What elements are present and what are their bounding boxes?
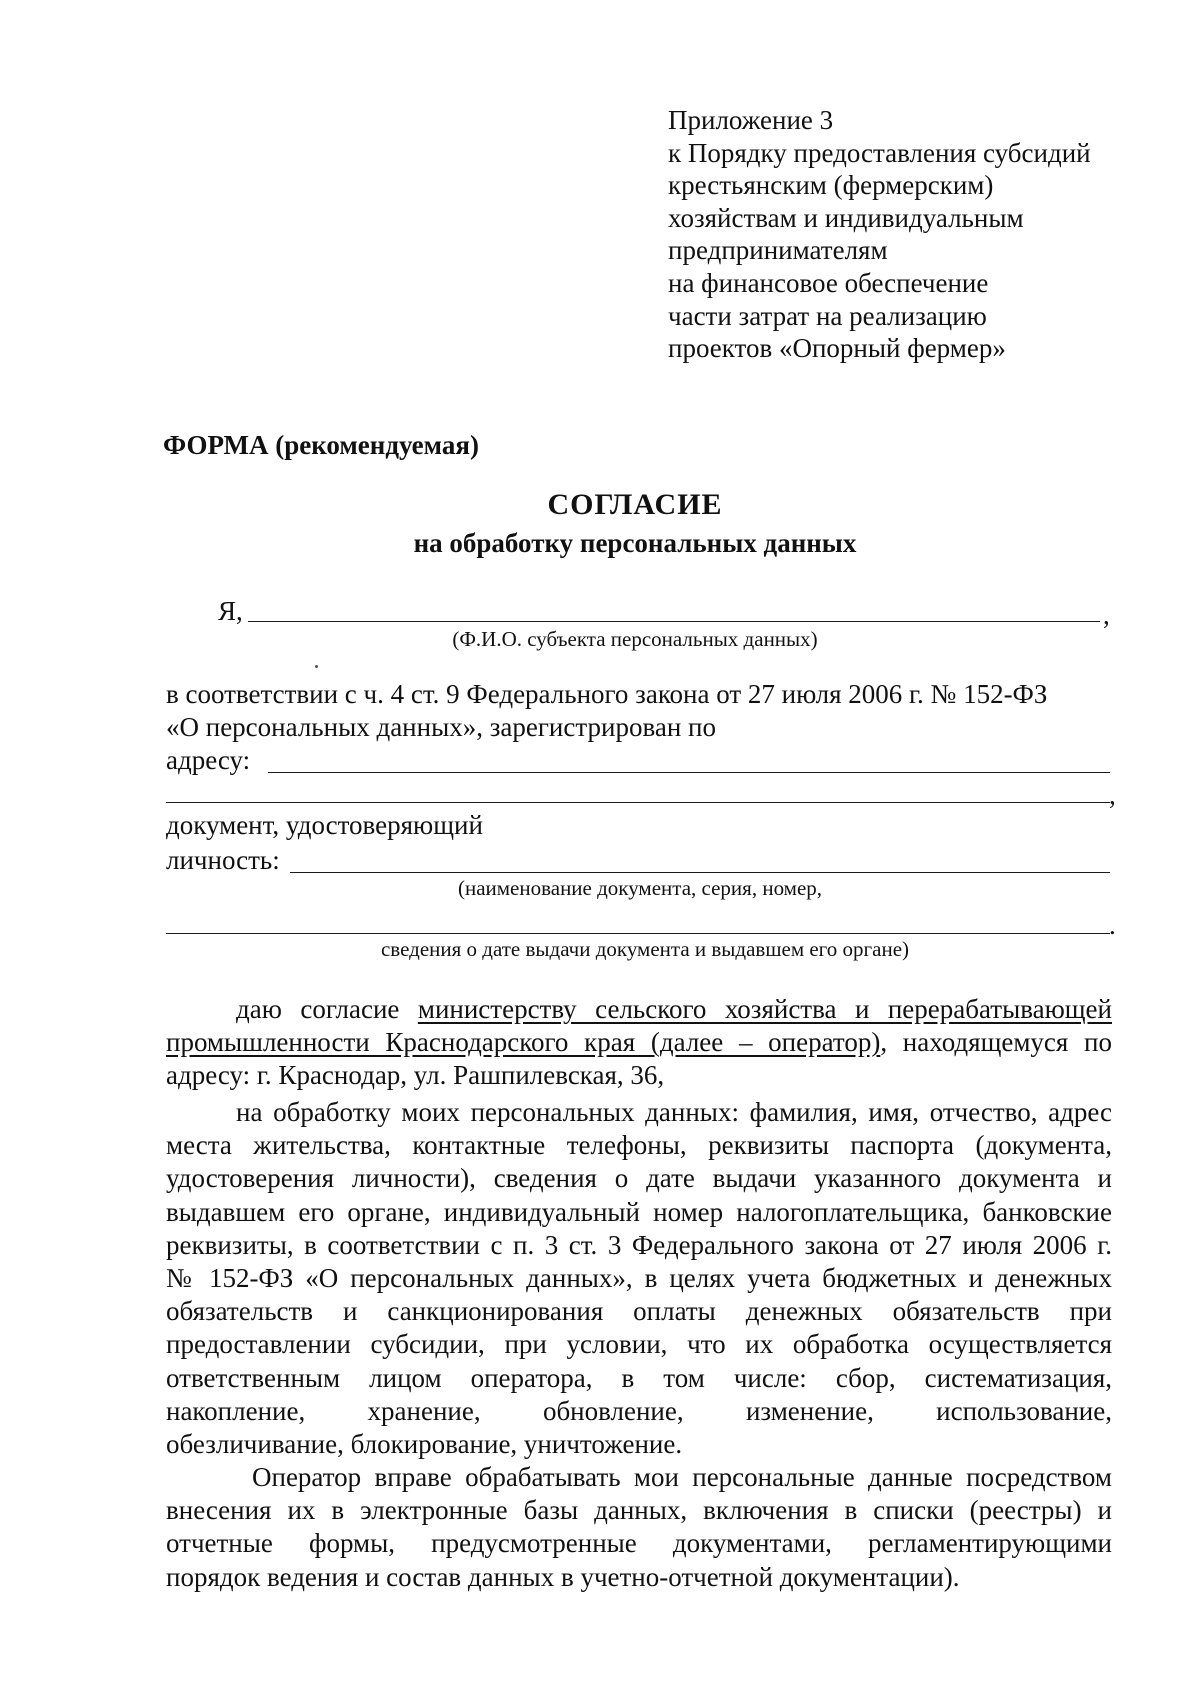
consent-line: [166, 993, 1112, 1026]
processing-line: на обработку моих персональных данных: фамилия, имя, отчество, адрес: [236, 1097, 1112, 1127]
operator-line: порядок ведения и состав данных в учетно-отчетной документации).: [166, 1561, 960, 1592]
processing-line: места жительства, контактные телефоны, реквизиты паспорта (документа,: [166, 1130, 1112, 1161]
document-label: документ, удостоверяющий: [166, 810, 483, 840]
identity-caption-1: (наименование документа, серия, номер,: [457, 876, 823, 900]
processing-line: выдавшем его органе, индивидуальный номер налогоплательщика, банковские: [166, 1196, 1112, 1227]
address-field-line[interactable]: [268, 772, 1110, 773]
processing-paragraph: [166, 1096, 1112, 1461]
identity-label: личность:: [166, 845, 280, 875]
appendix-line: крестьянским (фермерским): [668, 170, 994, 201]
consent-text: , находящемуся по: [880, 1027, 1112, 1058]
name-comma: ,: [1103, 600, 1110, 630]
processing-line: предоставлении субсидии, при условии, что их обработка осуществляется: [166, 1329, 1112, 1360]
form-label: ФОРМА (рекомендуемая): [163, 430, 479, 460]
processing-line: обезличивание, блокирование, уничтожение.: [166, 1428, 683, 1459]
consent-line: [166, 1026, 1112, 1059]
address-field-line-2[interactable]: [166, 802, 1110, 803]
name-prefix: Я,: [218, 596, 243, 626]
consent-line: [166, 1059, 1112, 1092]
identity-field-line-2[interactable]: [166, 933, 1110, 934]
operator-name-underlined: промышленности Краснодарского края (далее – оператор): [166, 1027, 881, 1058]
appendix-line: проектов «Опорный фермер»: [668, 333, 1006, 364]
appendix-line: хозяйствам и индивидуальным: [668, 202, 1024, 233]
processing-line: № 152-ФЗ «О персональных данных», в целях учета бюджетных и денежных: [166, 1262, 1112, 1293]
identity-caption-2: сведения о дате выдачи документа и выдавшем его органе): [380, 937, 910, 961]
appendix-line: предпринимателям: [668, 235, 888, 266]
operator-name-underlined: министерству сельского хозяйства и перерабатывающей: [417, 994, 1112, 1024]
operator-line: внесения их в электронные базы данных, включения в списки (реестры) и: [166, 1495, 1112, 1526]
document-subtitle: на обработку персональных данных: [413, 528, 857, 558]
operator-paragraph: [166, 1461, 1112, 1594]
address-label: адресу:: [166, 745, 251, 775]
consent-address: адресу: г. Краснодар, ул. Рашпилевская, 36,: [166, 1060, 665, 1091]
processing-line: реквизиты, в соответствии с п. 3 ст. 3 Федерального закона от 27 июля 2006 г.: [166, 1229, 1112, 1260]
appendix-line: части затрат на реализацию: [668, 300, 987, 331]
operator-line: Оператор вправе обрабатывать мои персональные данные посредством: [252, 1462, 1112, 1492]
document-title: СОГЛАСИЕ: [547, 488, 723, 521]
appendix-reference: [668, 104, 1138, 365]
scan-speck: [315, 665, 318, 668]
name-field-line[interactable]: [248, 621, 1100, 622]
processing-line: ответственным лицом оператора, в том числе: сбор, систематизация,: [166, 1362, 1112, 1393]
appendix-line: к Порядку предоставления субсидий: [668, 137, 1091, 168]
name-field-caption: (Ф.И.О. субъекта персональных данных): [452, 627, 818, 651]
identity-field-line[interactable]: [290, 872, 1110, 873]
registration-text: «О персональных данных», зарегистрирован по: [166, 712, 716, 742]
consent-paragraph: [166, 993, 1112, 1093]
address-comma: ,: [1109, 780, 1116, 810]
operator-line: отчетные формы, предусмотренные документами, регламентирующими: [166, 1528, 1112, 1559]
law-reference-line: в соответствии с ч. 4 ст. 9 Федерального закона от 27 июля 2006 г. № 152-ФЗ: [166, 679, 1048, 709]
appendix-line: на финансовое обеспечение: [668, 267, 989, 298]
processing-line: удостоверения личности), сведения о дате выдачи указанного документа и: [166, 1163, 1112, 1194]
processing-line: обязательств и санкционирования оплаты денежных обязательств при: [166, 1296, 1112, 1327]
appendix-line: Приложение 3: [668, 105, 834, 135]
identity-period: .: [1109, 910, 1116, 940]
processing-line: накопление, хранение, обновление, изменение, использование,: [166, 1395, 1112, 1426]
consent-text: даю согласие: [236, 994, 418, 1024]
